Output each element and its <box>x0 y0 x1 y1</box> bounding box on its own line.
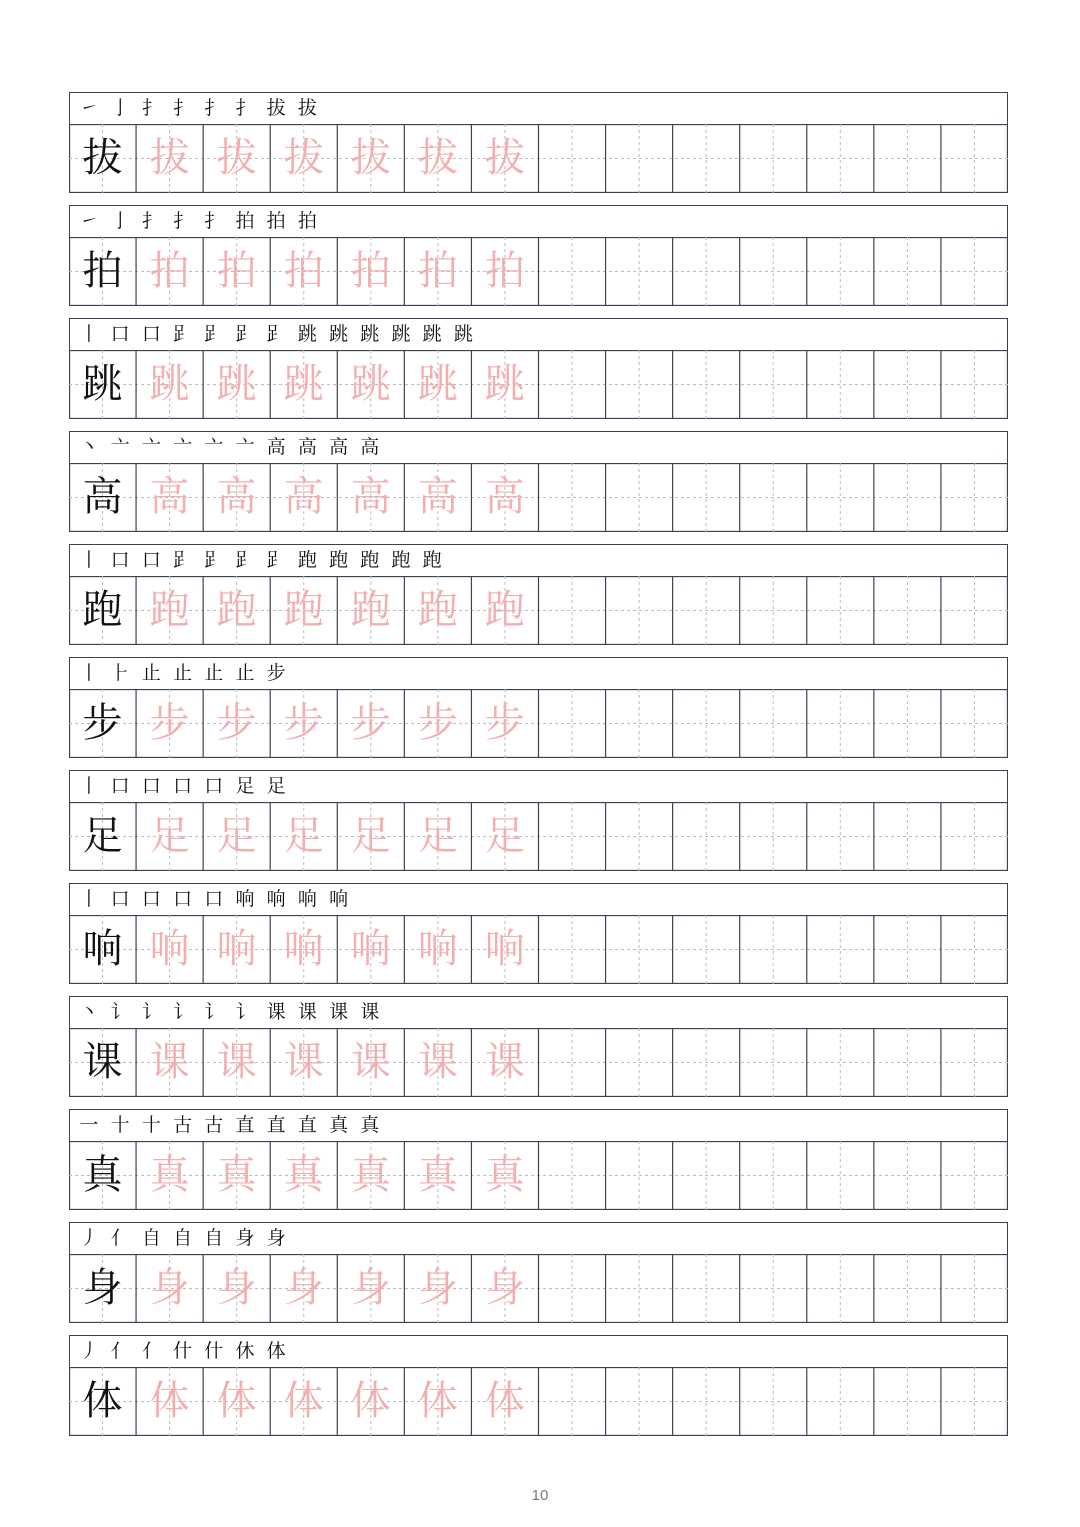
stroke-step: 响 <box>297 888 317 910</box>
stroke-step: 讠 <box>110 1001 130 1023</box>
stroke-order-strip <box>69 657 1008 690</box>
stroke-order-strip <box>69 996 1008 1029</box>
trace-character: 拍 <box>484 248 525 294</box>
practice-grid <box>69 124 1008 193</box>
trace-character: 拔 <box>484 135 525 181</box>
practice-grid <box>69 689 1008 758</box>
trace-character: 课 <box>149 1039 190 1085</box>
stroke-step: 跳 <box>297 323 317 345</box>
stroke-order-strip <box>69 883 1008 916</box>
model-character: 跳 <box>82 361 123 407</box>
trace-character: 足 <box>283 813 324 859</box>
trace-character: 拍 <box>350 248 391 294</box>
trace-character: 足 <box>417 813 458 859</box>
stroke-step: 课 <box>360 1001 380 1023</box>
trace-character: 拍 <box>149 248 190 294</box>
stroke-step: 丨 <box>79 775 99 797</box>
practice-grid <box>69 576 1008 645</box>
practice-grid <box>69 237 1008 306</box>
trace-character: 体 <box>350 1378 391 1424</box>
stroke-step: 𧾷 <box>235 549 255 571</box>
model-character: 响 <box>82 926 123 972</box>
stroke-step: 步 <box>266 662 286 684</box>
trace-character: 跳 <box>350 361 391 407</box>
trace-character: 步 <box>350 700 391 746</box>
stroke-step: 口 <box>110 549 130 571</box>
stroke-step: 讠 <box>141 1001 161 1023</box>
model-character: 真 <box>82 1152 123 1198</box>
trace-character: 真 <box>417 1152 458 1198</box>
trace-character: 跳 <box>216 361 257 407</box>
stroke-step: 口 <box>110 323 130 345</box>
stroke-step: 课 <box>266 1001 286 1023</box>
stroke-step: 扌 <box>173 97 193 119</box>
stroke-step: 身 <box>235 1227 255 1249</box>
stroke-step: 跳 <box>453 323 473 345</box>
model-character: 身 <box>82 1265 123 1311</box>
practice-grid <box>69 1367 1008 1436</box>
stroke-step: 什 <box>173 1340 193 1362</box>
stroke-step: 跳 <box>360 323 380 345</box>
model-character: 足 <box>82 813 123 859</box>
practice-grid <box>69 802 1008 871</box>
character-row <box>69 92 1008 193</box>
stroke-step: 自 <box>173 1227 193 1249</box>
stroke-order-strip <box>69 92 1008 125</box>
model-character: 步 <box>82 700 123 746</box>
stroke-step: 直 <box>297 1114 317 1136</box>
trace-character: 课 <box>283 1039 324 1085</box>
trace-character: 课 <box>350 1039 391 1085</box>
stroke-step: 亻 <box>110 1227 130 1249</box>
stroke-step: 课 <box>329 1001 349 1023</box>
stroke-step: 休 <box>235 1340 255 1362</box>
trace-character: 真 <box>350 1152 391 1198</box>
stroke-step: 十 <box>110 1114 130 1136</box>
stroke-step: 扌 <box>173 210 193 232</box>
trace-character: 跑 <box>283 587 324 633</box>
stroke-step: 扌 <box>141 97 161 119</box>
stroke-step: 体 <box>266 1340 286 1362</box>
stroke-step: 讠 <box>173 1001 193 1023</box>
trace-character: 足 <box>216 813 257 859</box>
model-character: 拍 <box>82 248 123 294</box>
trace-character: 身 <box>149 1265 190 1311</box>
stroke-step: 古 <box>204 1114 224 1136</box>
stroke-step: 口 <box>110 775 130 797</box>
practice-grid <box>69 1141 1008 1210</box>
stroke-step: 一 <box>79 1114 99 1136</box>
trace-character: 高 <box>417 474 458 520</box>
stroke-step: 足 <box>235 775 255 797</box>
trace-character: 课 <box>216 1039 257 1085</box>
trace-character: 足 <box>350 813 391 859</box>
stroke-step: 自 <box>204 1227 224 1249</box>
stroke-step: ㇀ <box>79 210 99 232</box>
stroke-step: 真 <box>360 1114 380 1136</box>
trace-character: 步 <box>417 700 458 746</box>
stroke-step: 扌 <box>204 97 224 119</box>
practice-grid <box>69 1254 1008 1323</box>
trace-character: 步 <box>149 700 190 746</box>
trace-character: 课 <box>484 1039 525 1085</box>
stroke-step: 口 <box>141 775 161 797</box>
stroke-step: 直 <box>266 1114 286 1136</box>
stroke-step: 𧾷 <box>204 323 224 345</box>
trace-character: 响 <box>350 926 391 972</box>
trace-character: 身 <box>417 1265 458 1311</box>
stroke-step: 亠 <box>204 436 224 458</box>
model-character: 拔 <box>82 135 123 181</box>
stroke-step: 口 <box>173 888 193 910</box>
stroke-step: 口 <box>173 775 193 797</box>
stroke-step: 什 <box>204 1340 224 1362</box>
stroke-step: 响 <box>266 888 286 910</box>
character-row <box>69 1222 1008 1323</box>
stroke-step: 跑 <box>329 549 349 571</box>
stroke-order-strip <box>69 431 1008 464</box>
character-row <box>69 883 1008 984</box>
trace-character: 高 <box>149 474 190 520</box>
stroke-step: 亠 <box>110 436 130 458</box>
trace-character: 身 <box>350 1265 391 1311</box>
stroke-step: 跳 <box>422 323 442 345</box>
trace-character: 真 <box>283 1152 324 1198</box>
trace-character: 步 <box>283 700 324 746</box>
stroke-step: 跑 <box>422 549 442 571</box>
trace-character: 拍 <box>417 248 458 294</box>
character-row <box>69 318 1008 419</box>
stroke-step: 十 <box>141 1114 161 1136</box>
stroke-step: 跳 <box>329 323 349 345</box>
character-row <box>69 431 1008 532</box>
stroke-step: 丨 <box>79 888 99 910</box>
stroke-step: 跑 <box>391 549 411 571</box>
stroke-step: 高 <box>329 436 349 458</box>
stroke-order-strip <box>69 205 1008 238</box>
stroke-step: 口 <box>204 888 224 910</box>
stroke-step: 亠 <box>235 436 255 458</box>
stroke-step: 真 <box>329 1114 349 1136</box>
trace-character: 跑 <box>216 587 257 633</box>
practice-grid <box>69 463 1008 532</box>
trace-character: 步 <box>216 700 257 746</box>
trace-character: 跳 <box>417 361 458 407</box>
trace-character: 跑 <box>350 587 391 633</box>
stroke-step: 止 <box>141 662 161 684</box>
stroke-step: 讠 <box>235 1001 255 1023</box>
stroke-step: 丶 <box>79 436 99 458</box>
stroke-order-strip <box>69 1222 1008 1255</box>
stroke-step: 亅 <box>110 210 130 232</box>
character-row <box>69 544 1008 645</box>
stroke-step: ⺊ <box>110 662 130 684</box>
stroke-step: 丨 <box>79 549 99 571</box>
trace-character: 身 <box>216 1265 257 1311</box>
stroke-step: 古 <box>173 1114 193 1136</box>
stroke-step: 丿 <box>79 1227 99 1249</box>
trace-character: 响 <box>417 926 458 972</box>
stroke-step: 亻 <box>110 1340 130 1362</box>
model-character: 课 <box>82 1039 123 1085</box>
stroke-step: 亅 <box>110 97 130 119</box>
trace-character: 响 <box>216 926 257 972</box>
stroke-step: 丨 <box>79 323 99 345</box>
stroke-step: ㇀ <box>79 97 99 119</box>
stroke-step: 𧾷 <box>173 323 193 345</box>
model-character: 高 <box>82 474 123 520</box>
stroke-order-strip <box>69 1335 1008 1368</box>
trace-character: 跳 <box>283 361 324 407</box>
stroke-step: 拔 <box>297 97 317 119</box>
trace-character: 高 <box>216 474 257 520</box>
trace-character: 跳 <box>149 361 190 407</box>
trace-character: 体 <box>484 1378 525 1424</box>
stroke-order-strip <box>69 544 1008 577</box>
trace-character: 身 <box>283 1265 324 1311</box>
stroke-step: 足 <box>266 775 286 797</box>
trace-character: 响 <box>149 926 190 972</box>
stroke-step: 扌 <box>141 210 161 232</box>
character-row <box>69 1109 1008 1210</box>
stroke-step: 身 <box>266 1227 286 1249</box>
character-row <box>69 205 1008 306</box>
stroke-order-strip <box>69 318 1008 351</box>
trace-character: 拍 <box>216 248 257 294</box>
stroke-step: 口 <box>204 775 224 797</box>
trace-character: 拔 <box>283 135 324 181</box>
character-row <box>69 657 1008 758</box>
stroke-step: 扌 <box>235 97 255 119</box>
stroke-step: 𧾷 <box>173 549 193 571</box>
stroke-step: 止 <box>173 662 193 684</box>
stroke-step: 跳 <box>391 323 411 345</box>
trace-character: 体 <box>216 1378 257 1424</box>
trace-character: 高 <box>484 474 525 520</box>
trace-character: 步 <box>484 700 525 746</box>
trace-character: 响 <box>484 926 525 972</box>
stroke-step: 口 <box>141 888 161 910</box>
stroke-step: 高 <box>297 436 317 458</box>
trace-character: 跑 <box>484 587 525 633</box>
trace-character: 高 <box>350 474 391 520</box>
practice-grid <box>69 350 1008 419</box>
trace-character: 跑 <box>149 587 190 633</box>
trace-character: 拔 <box>350 135 391 181</box>
trace-character: 真 <box>216 1152 257 1198</box>
stroke-step: 拔 <box>266 97 286 119</box>
character-row <box>69 1335 1008 1436</box>
stroke-step: 拍 <box>235 210 255 232</box>
character-row <box>69 996 1008 1097</box>
model-character: 体 <box>82 1378 123 1424</box>
practice-grid <box>69 915 1008 984</box>
stroke-step: 响 <box>235 888 255 910</box>
stroke-step: 口 <box>141 549 161 571</box>
trace-character: 足 <box>484 813 525 859</box>
trace-character: 拔 <box>149 135 190 181</box>
stroke-step: 高 <box>360 436 380 458</box>
stroke-step: 高 <box>266 436 286 458</box>
stroke-step: 讠 <box>204 1001 224 1023</box>
stroke-step: 口 <box>141 323 161 345</box>
stroke-step: 𧾷 <box>266 549 286 571</box>
trace-character: 响 <box>283 926 324 972</box>
stroke-step: 止 <box>204 662 224 684</box>
stroke-step: 丶 <box>79 1001 99 1023</box>
trace-character: 体 <box>283 1378 324 1424</box>
trace-character: 真 <box>149 1152 190 1198</box>
character-row <box>69 770 1008 871</box>
stroke-order-strip <box>69 770 1008 803</box>
stroke-step: 响 <box>329 888 349 910</box>
trace-character: 体 <box>417 1378 458 1424</box>
stroke-step: 自 <box>141 1227 161 1249</box>
model-character: 跑 <box>82 587 123 633</box>
stroke-step: 口 <box>110 888 130 910</box>
stroke-step: 丿 <box>79 1340 99 1362</box>
stroke-step: 丨 <box>79 662 99 684</box>
stroke-step: 𧾷 <box>266 323 286 345</box>
stroke-order-strip <box>69 1109 1008 1142</box>
trace-character: 拍 <box>283 248 324 294</box>
trace-character: 拔 <box>216 135 257 181</box>
trace-character: 拔 <box>417 135 458 181</box>
page-number: 10 <box>531 1487 549 1504</box>
stroke-step: 拍 <box>297 210 317 232</box>
trace-character: 跑 <box>417 587 458 633</box>
stroke-step: 止 <box>235 662 255 684</box>
stroke-step: 亻 <box>141 1340 161 1362</box>
stroke-step: 𧾷 <box>235 323 255 345</box>
stroke-step: 𧾷 <box>204 549 224 571</box>
stroke-step: 亠 <box>173 436 193 458</box>
trace-character: 真 <box>484 1152 525 1198</box>
stroke-step: 拍 <box>266 210 286 232</box>
trace-character: 足 <box>149 813 190 859</box>
stroke-step: 跑 <box>297 549 317 571</box>
stroke-step: 直 <box>235 1114 255 1136</box>
trace-character: 体 <box>149 1378 190 1424</box>
stroke-step: 课 <box>297 1001 317 1023</box>
trace-character: 高 <box>283 474 324 520</box>
trace-character: 跳 <box>484 361 525 407</box>
stroke-step: 扌 <box>204 210 224 232</box>
trace-character: 身 <box>484 1265 525 1311</box>
practice-grid <box>69 1028 1008 1097</box>
trace-character: 课 <box>417 1039 458 1085</box>
stroke-step: 亠 <box>141 436 161 458</box>
stroke-step: 跑 <box>360 549 380 571</box>
